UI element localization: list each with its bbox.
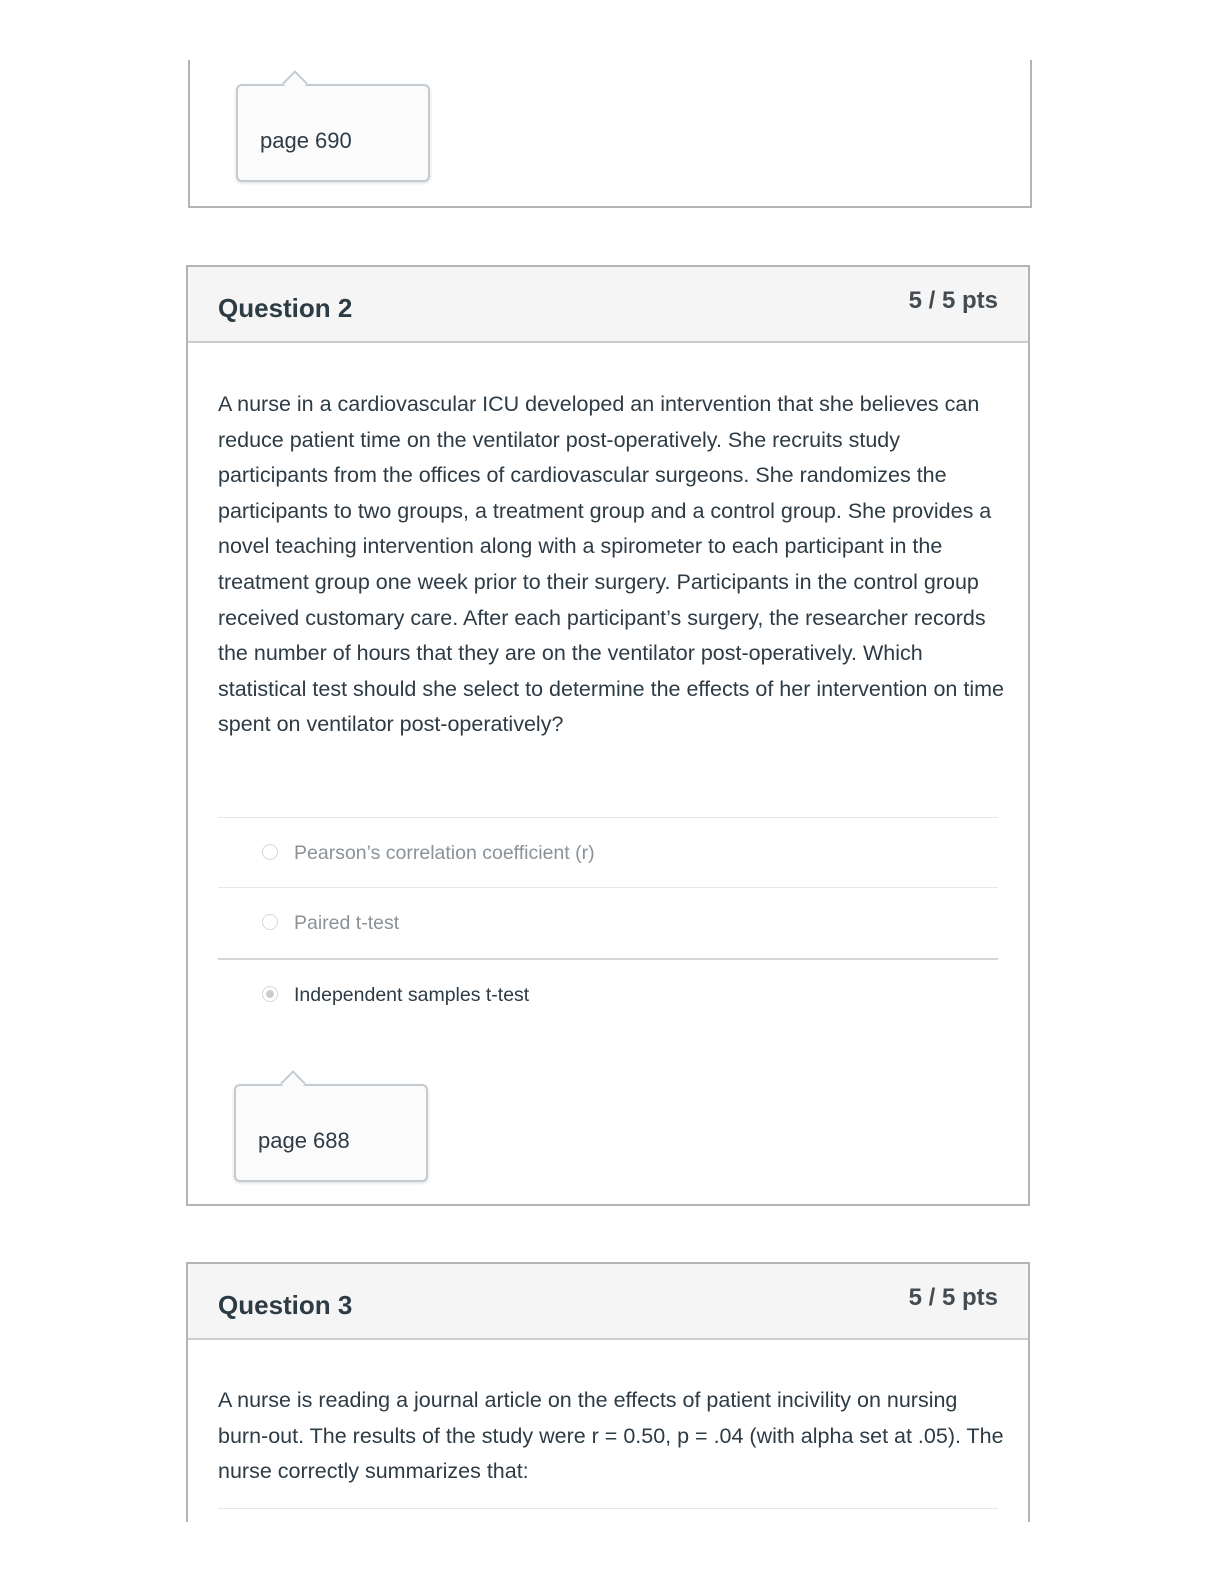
feedback-comment-text: page 690 — [260, 128, 352, 153]
radio-button-checked[interactable] — [262, 986, 278, 1002]
feedback-comment — [236, 84, 430, 182]
radio-button[interactable] — [262, 844, 278, 860]
answer-option[interactable] — [218, 817, 998, 887]
radio-button[interactable] — [262, 914, 278, 930]
feedback-comment-text: page 688 — [258, 1128, 350, 1153]
feedback-comment — [234, 1084, 428, 1182]
question-text: A nurse is reading a journal article on the effects of patient incivility on nursing burn-out. The results of the study were r = 0.50, p = .04 (with alpha set at .05). The nurse correctly summarizes that: — [218, 1388, 1004, 1484]
answer-label: Pearson’s correlation coefficient (r) — [294, 842, 595, 864]
question-title: Question 3 — [218, 1290, 353, 1320]
question-header — [188, 267, 1028, 343]
question-2-card — [186, 265, 1030, 1206]
question-title: Question 2 — [218, 293, 353, 323]
question-header — [188, 1264, 1028, 1340]
question-points: 5 / 5 pts — [908, 287, 998, 314]
answer-label: Paired t-test — [294, 912, 400, 934]
question-text: A nurse in a cardiovascular ICU developed an intervention that she believes can reduce patient time on the ventilator post-operatively. She recruits study participants from the offices of cardiovascular surgeons. She randomizes the participants to two groups, a treatment group and a control group. She provides a novel teaching intervention along with a spirometer to each participant in the treatment group one week prior to their surgery. Participants in the control group received customary care. After each participant’s surgery, the researcher records the number of hours that they are on the ventilator post-operatively. Which statistical test should she select to determine the effects of her intervention on time spent on ventilator post-operatively? — [218, 392, 1004, 737]
question-3-card — [186, 1262, 1030, 1522]
question-1-card — [188, 60, 1032, 208]
answer-option[interactable] — [218, 887, 998, 957]
answer-option-selected[interactable] — [218, 958, 998, 1028]
question-points: 5 / 5 pts — [908, 1284, 998, 1311]
answer-divider — [218, 1508, 998, 1509]
answer-label: Independent samples t-test — [294, 984, 530, 1006]
